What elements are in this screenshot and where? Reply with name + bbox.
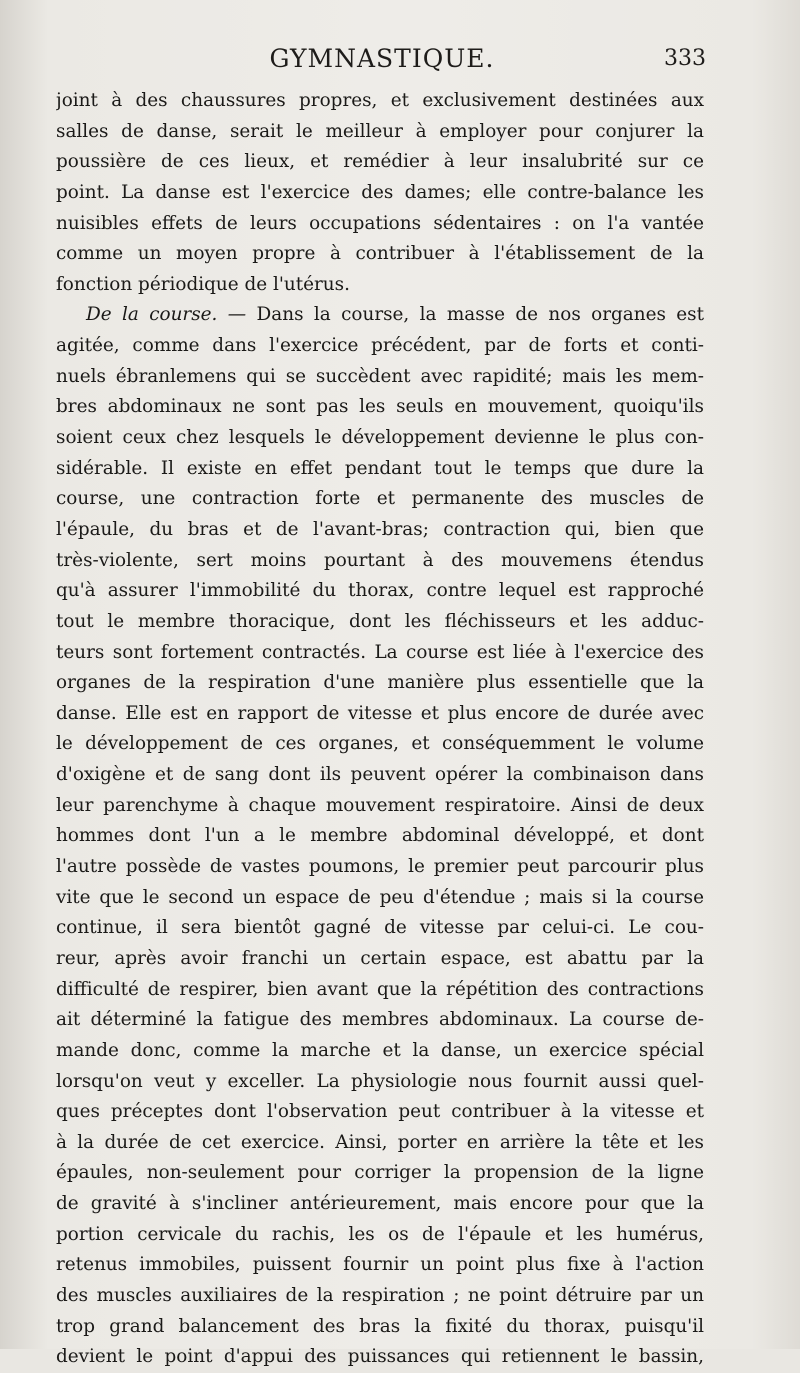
body-text [56, 86, 704, 1373]
text-line: bres abdominaux ne sont pas les seuls en mouvement, quoiqu'ils [56, 396, 704, 418]
page-number: 333 [664, 46, 706, 71]
text-line: ques préceptes dont l'observation peut contribuer à la vitesse et [56, 1101, 704, 1123]
text-line: tout le membre thoracique, dont les fléchisseurs et les adduc- [56, 610, 704, 632]
text-line: fonction périodique de l'utérus. [56, 273, 350, 295]
text-line: portion cervicale du rachis, les os de l'épaule et les humérus, [56, 1223, 704, 1245]
text-line: nuisibles effets de leurs occupations sédentaires : on l'a vantée [56, 212, 704, 234]
text-line: joint à des chaussures propres, et exclusivement destinées aux [56, 90, 704, 111]
text-line: l'autre possède de vastes poumons, le premier peut parcourir plus [56, 856, 704, 878]
text-line: danse. Elle est en rapport de vitesse et plus encore de durée avec [56, 702, 704, 724]
text-line: sidérable. Il existe en effet pendant tout le temps que dure la [56, 457, 704, 479]
text-line: hommes dont l'un a le membre abdominal développé, et dont [56, 825, 704, 847]
text-line: vite que le second un espace de peu d'étendue ; mais si la course [56, 886, 704, 908]
text-line: trop grand balancement des bras la fixité du thorax, puisqu'il [56, 1315, 704, 1337]
text-line: organes de la respiration d'une manière plus essentielle que la [56, 672, 704, 694]
text-line: de gravité à s'incliner antérieurement, mais encore pour que la [56, 1193, 704, 1215]
text-line: des muscles auxiliaires de la respiration ; ne point détruire par un [56, 1284, 704, 1306]
text-line: retenus immobiles, puissent fournir un point plus fixe à l'action [56, 1254, 704, 1276]
text-line: salles de danse, serait le meilleur à employer pour conjurer la [56, 120, 704, 142]
page-header [56, 44, 708, 84]
text-line: mande donc, comme la marche et la danse, un exercice spécial [56, 1039, 704, 1061]
text-line: leur parenchyme à chaque mouvement respiratoire. Ainsi de deux [56, 794, 704, 816]
paragraph-start-line [56, 300, 704, 331]
text-line: point. La danse est l'exercice des dames; elle contre-balance les [56, 181, 704, 203]
text-line: continue, il sera bientôt gagné de vitesse par celui-ci. Le cou- [56, 917, 704, 939]
text-line: poussière de ces lieux, et remédier à leur insalubrité sur ce [56, 151, 704, 173]
running-title: GYMNASTIQUE. [269, 44, 495, 73]
text-line: devient le point d'appui des puissances qui retiennent le bassin, [56, 1346, 704, 1368]
text-line: agitée, comme dans l'exercice précédent, par de forts et conti- [56, 335, 704, 357]
text-line: qu'à assurer l'immobilité du thorax, contre lequel est rapproché [56, 580, 704, 602]
text-line: Dans la course, la masse de nos organes est [256, 304, 704, 326]
text-line: épaules, non-seulement pour corriger la propension de la ligne [56, 1162, 704, 1184]
text-line: comme un moyen propre à contribuer à l'établissement de la [56, 243, 704, 265]
text-line: le développement de ces organes, et conséquemment le volume [56, 733, 704, 755]
text-line: teurs sont fortement contractés. La course est liée à l'exercice des [56, 641, 704, 663]
text-line: l'épaule, du bras et de l'avant-bras; contraction qui, bien que [56, 518, 704, 540]
text-line: ait déterminé la fatigue des membres abdominaux. La course de- [56, 1009, 704, 1031]
text-line: course, une contraction forte et permanente des muscles de [56, 488, 704, 510]
section-heading: De la course. — [86, 304, 247, 326]
text-line: reur, après avoir franchi un certain espace, est abattu par la [56, 947, 704, 969]
text-line: soient ceux chez lesquels le développement devienne le plus con- [56, 427, 704, 449]
text-line: très-violente, sert moins pourtant à des mouvemens étendus [56, 549, 704, 571]
text-line: à la durée de cet exercice. Ainsi, porter en arrière la tête et les [56, 1131, 704, 1153]
text-line: lorsqu'on veut y exceller. La physiologie nous fournit aussi quel- [56, 1070, 704, 1092]
text-line: d'oxigène et de sang dont ils peuvent opérer la combinaison dans [56, 764, 704, 786]
text-line: difficulté de respirer, bien avant que la répétition des contractions [56, 978, 704, 1000]
text-line: nuels ébranlemens qui se succèdent avec rapidité; mais les mem- [56, 365, 704, 387]
